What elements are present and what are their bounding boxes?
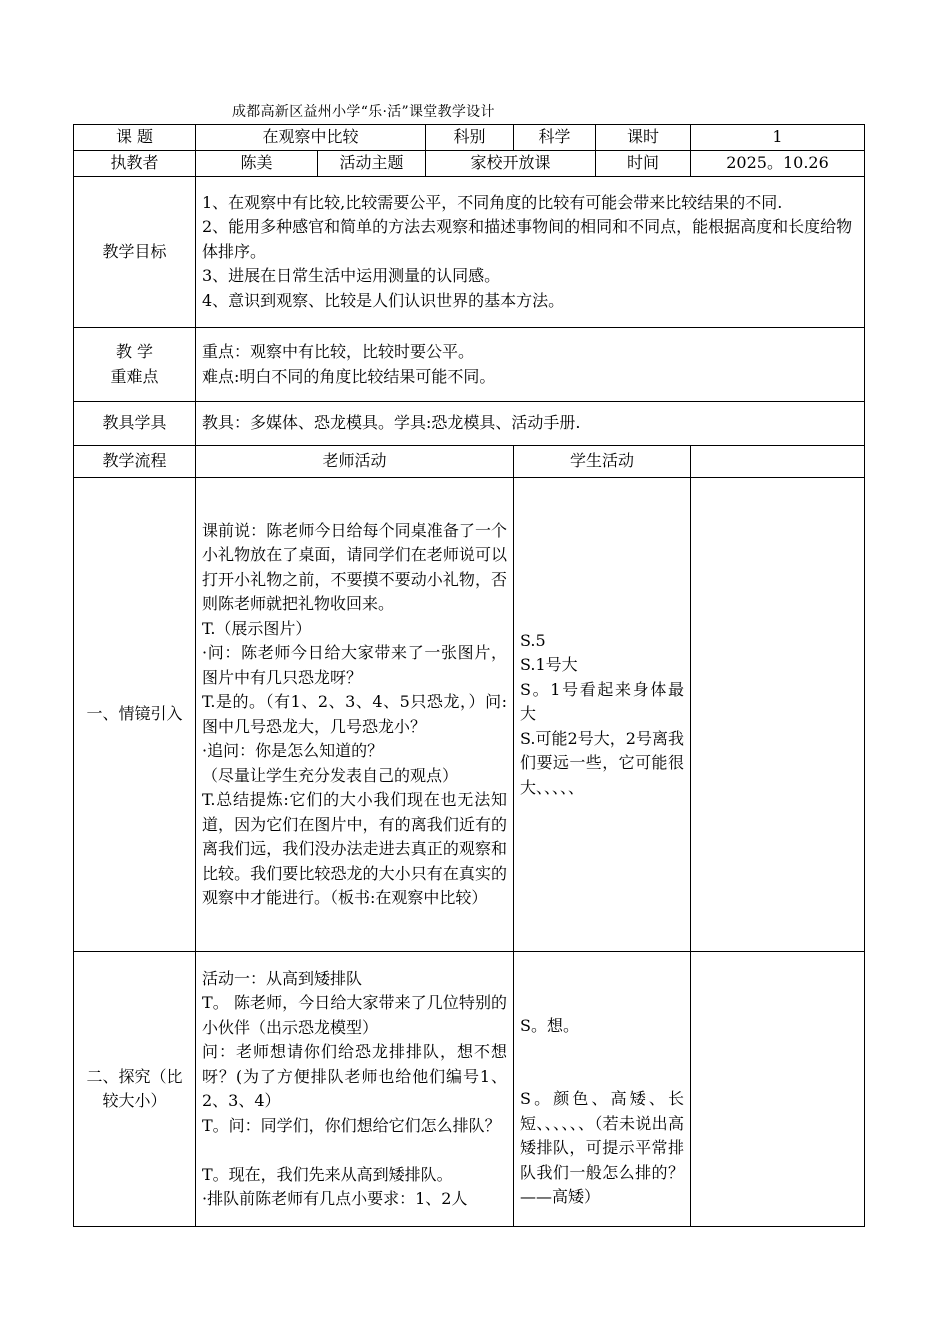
teacher-activity-line: T。现在，我们先来从高到矮排队。 [202, 1164, 453, 1184]
objective-item: 3、进展在日常生活中运用测量的认同感。 [202, 266, 501, 286]
student-activity-line: S。颜色、高矮、长短、、、、、、（若未说出高矮排队，可提示平常排队我们一般怎么排的？——高矮） [520, 1089, 685, 1206]
time-value: 2025。10.26 [691, 151, 865, 177]
teacher-activity-line: T。问：同学们，你们想给它们怎么排队？ [202, 1115, 501, 1135]
teacher-activity-line: T.总结提炼:它们的大小我们现在也无法知道，因为它们在图片中，有的离我们近有的离我们远，我们没办法走进去真正的观察和比较。我们要比较恐龙的大小只有在真实的观察中才能进行。（板书:在观察中比较） [202, 790, 508, 907]
section-name: 二、探究（比较大小） [74, 952, 196, 1227]
flow-header-row [74, 446, 865, 478]
student-activity-line: S.1号大 [520, 655, 578, 675]
teacher-activity-line: T.是的。（有1、2、3、4、5只恐龙，）问:图中几号恐龙大，几号恐龙小？ [202, 692, 508, 736]
flow-process-header: 教学流程 [74, 446, 196, 478]
lesson-plan-table [73, 124, 865, 1227]
teacher-activity-line: 课前说：陈老师今日给每个同桌准备了一个小礼物放在了桌面，请同学们在老师说可以打开小礼物之前，不要摸不要动小礼物，否则陈老师就把礼物收回来。 [202, 520, 508, 613]
teacher-activity-line: 活动一：从高到矮排队 [202, 968, 363, 988]
key-points-label [74, 328, 196, 402]
topic-label: 课 题 [74, 125, 196, 151]
student-activity-line: S.可能2号大，2号离我们要远一些，它可能很大、、、、、 [520, 728, 685, 797]
difficult-point: 难点:明白不同的角度比较结果可能不同。 [202, 366, 496, 386]
teacher-activity-line: T.（展示图片） [202, 618, 312, 638]
key-points-label-line1: 教 学 [115, 342, 154, 361]
objective-item: 1、在观察中有比较,比较需要公平，不同角度的比较有可能会带来比较结果的不同. [202, 192, 783, 212]
key-points-content [196, 328, 865, 402]
flow-extra-header [691, 446, 865, 478]
teacher-value: 陈美 [196, 151, 318, 177]
section-row-explore [74, 952, 865, 1227]
teacher-label: 执教者 [74, 151, 196, 177]
key-points-row [74, 328, 865, 402]
topic-value: 在观察中比较 [196, 125, 426, 151]
student-activity-cell [514, 952, 691, 1227]
period-label: 课时 [596, 125, 691, 151]
extra-cell [691, 952, 865, 1227]
theme-value: 家校开放课 [426, 151, 596, 177]
document-title: 成都高新区益州小学“乐·活”课堂教学设计 [232, 104, 495, 120]
student-activity-cell [514, 478, 691, 952]
header-row-1 [74, 125, 865, 151]
section-row-intro [74, 478, 865, 952]
extra-cell [691, 478, 865, 952]
important-point: 重点：观察中有比较，比较时要公平。 [202, 342, 475, 361]
header-row-2 [74, 151, 865, 177]
theme-label: 活动主题 [318, 151, 426, 177]
objective-item: 2、能用多种感官和简单的方法去观察和描述事物间的相同和不同点，能根据高度和长度给物体排序。 [202, 217, 853, 261]
objective-item: 4、意识到观察、比较是人们认识世界的基本方法。 [202, 290, 565, 310]
teacher-activity-cell [196, 952, 514, 1227]
period-value: 1 [691, 125, 865, 151]
materials-row [74, 402, 865, 446]
section-name: 一、情镜引入 [74, 478, 196, 952]
objectives-label: 教学目标 [74, 177, 196, 328]
teacher-activity-cell [196, 478, 514, 952]
student-activity-line: S。1号看起来身体最大 [520, 679, 685, 724]
flow-student-header: 学生活动 [514, 446, 691, 478]
flow-teacher-header: 老师活动 [196, 446, 514, 478]
blank-line [202, 1138, 507, 1163]
teacher-activity-line: ·问：陈老师今日给大家带来了一张图片，图片中有几只恐龙呀？ [202, 643, 508, 687]
time-label: 时间 [596, 151, 691, 177]
student-activity-line: S。想。 [520, 1015, 579, 1035]
teacher-activity-line: （尽量让学生充分发表自己的观点） [202, 765, 459, 785]
student-activity-line: S.5 [520, 630, 546, 650]
subject-value: 科学 [514, 125, 596, 151]
blank-line [520, 1063, 684, 1088]
teacher-activity-line: ·排队前陈老师有几点小要求：1、2人 [202, 1189, 468, 1208]
materials-label: 教具学具 [74, 402, 196, 446]
materials-text: 教具：多媒体、恐龙模具。学具:恐龙模具、活动手册. [196, 402, 865, 446]
teacher-activity-line: ·追问：你是怎么知道的？ [202, 741, 384, 760]
teacher-activity-line: 问：老师想请你们给恐龙排排队，想不想呀？(为了方便排队老师也给他们编号1、2、3、4） [202, 1042, 508, 1110]
objectives-row [74, 177, 865, 328]
key-points-label-line2: 重难点 [110, 366, 159, 386]
blank-line [520, 1038, 684, 1063]
objectives-content [196, 177, 865, 328]
teacher-activity-line: T。 陈老师，今日给大家带来了几位特别的小伙伴（出示恐龙模型） [202, 993, 508, 1037]
subject-label: 科别 [426, 125, 514, 151]
